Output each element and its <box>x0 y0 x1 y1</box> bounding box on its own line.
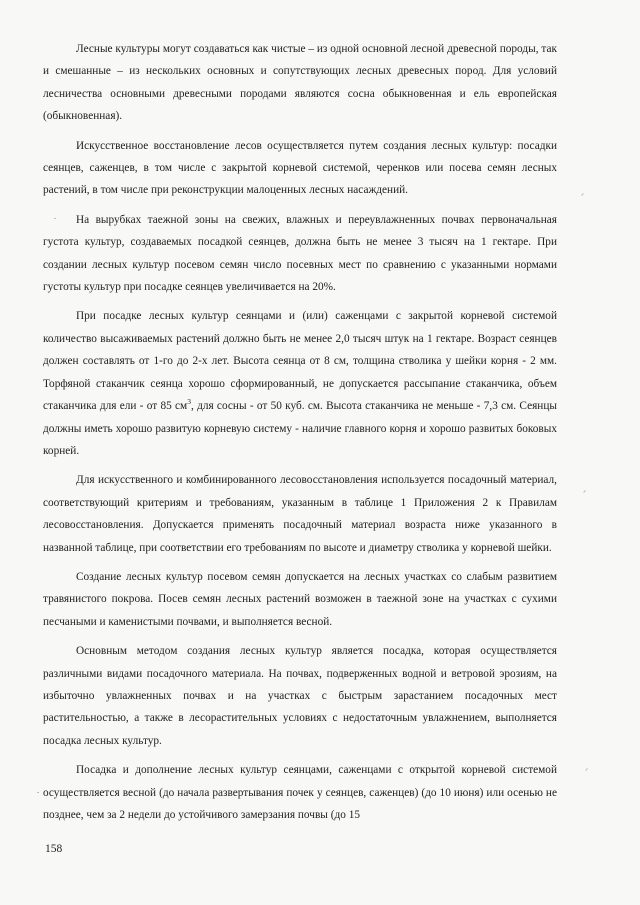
paragraph-7: Основным методом создания лесных культур является посадка, которая осуществляется различными видами посадочного материала. На почвах, подверженных водной и ветровой эрозиям, на избыточно увлажненных почвах и на участках с быстрым зарастанием посадочных мест растительностью, а также в лесорастительных условиях с недостаточным увлажнением, выполняется посадка лесных культур. <box>43 645 557 747</box>
paragraph-4 <box>43 305 557 462</box>
scan-speck <box>583 490 586 493</box>
page-number: 158 <box>45 843 63 855</box>
paragraph-3: На вырубках таежной зоны на свежих, влажных и переувлажненных почвах первоначальная густота культур, создаваемых посадкой сеянцев, должна быть не менее 3 тысяч на 1 гектаре. При создании лесных культур посевом семян число посевных мест по сравнению с указанными нормами густоты культур при посадке сеянцев увеличивается на 20%. <box>43 213 557 294</box>
scan-speck <box>37 792 39 793</box>
scan-speck <box>581 193 584 196</box>
paragraph-4-text: При посадке лесных культур сеянцами и (или) саженцами с закрытой корневой системой количество высаживаемых растений должно быть не менее 2,0 тысяч штук на 1 гектаре. Возраст сеянцев должен составлять от 1-го до 2-х лет. Высота сеянца от 8 см, толщина стволика у шейки корня - 2 мм. Торфяной стаканчик сеянца хорошо сформированный, не допускается рассыпание стаканчика, объем стаканчика для ели - от 85 см <box>43 310 557 413</box>
document-body <box>43 38 557 833</box>
paragraph-6: Создание лесных культур посевом семян допускается на лесных участках со слабым развитием травянистого покрова. Посев семян лесных растений возможен в таежной зоне на участках с сухими песчаными и каменистыми почвами, и выполняется весной. <box>43 570 557 628</box>
scan-speck <box>585 768 588 771</box>
cubic-superscript: 3 <box>187 397 191 407</box>
paragraph-8: Посадка и дополнение лесных культур сеянцами, саженцами с открытой корневой системой осуществляется весной (до начала развертывания почек у сеянцев, саженцев) (до 10 июня) или осенью не позднее, чем за 2 недели до устойчивого замерзания почвы (до 15 <box>43 764 557 821</box>
paragraph-2: Искусственное восстановление лесов осуществляется путем создания лесных культур: посадки сеянцев, саженцев, в том числе с закрытой корневой системой, черенков или посева семян лесных растений, в том числе при реконструкции малоценных лесных насаждений. <box>43 139 557 197</box>
scan-speck <box>54 218 56 219</box>
paragraph-1: Лесные культуры могут создаваться как чистые – из одной основной лесной древесной породы, так и смешанные – из нескольких основных и сопутствующих лесных древесных пород. Для условий лесничества основными древесными породами являются сосна обыкновенная и ель европейская (обыкновенная). <box>43 43 557 123</box>
paragraph-4-continuation: , для сосны - от 50 куб. см. Высота стаканчика не меньше - 7,3 см. Сеянцы должны иметь хорошо развитую корневую систему - наличие главного корня и хорошо развитых боковых корней. <box>43 400 557 457</box>
paragraph-5: Для искусственного и комбинированного лесовосстановления используется посадочный материал, соответствующий критериям и требованиям, указанным в таблице 1 Приложения 2 к Правилам лесовосстановления. Допускается применять посадочный материал возраста ниже указанного в названной таблице, при соответствии его требованиям по высоте и диаметру стволика у корневой шейки. <box>43 474 557 554</box>
